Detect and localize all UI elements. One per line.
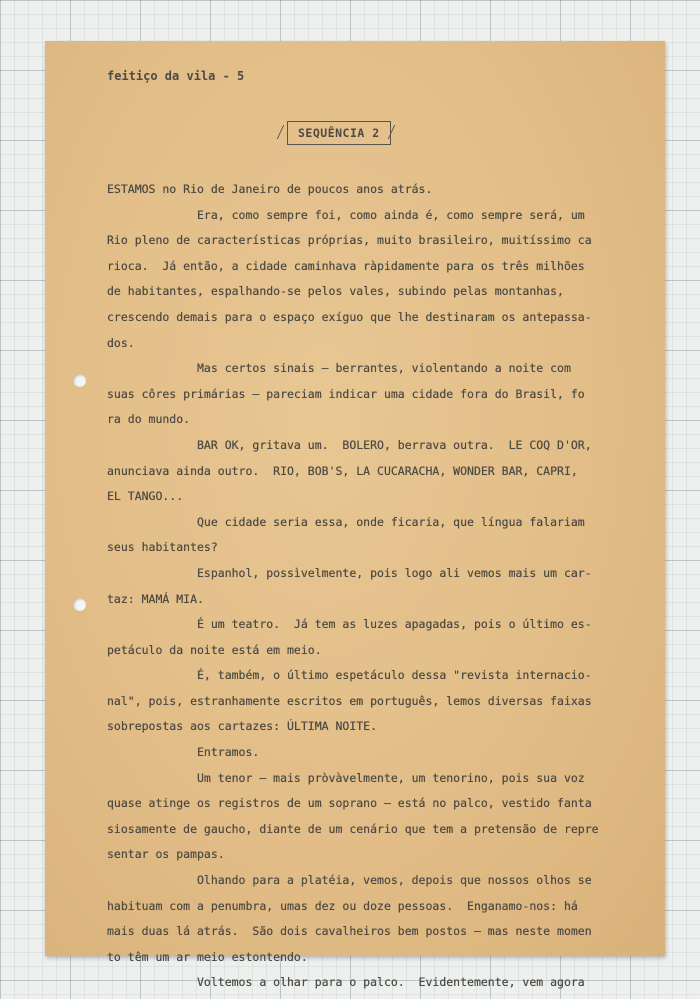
text-line: ESTAMOS no Rio de Janeiro de poucos anos atrás. — [107, 182, 433, 196]
punch-hole — [73, 598, 86, 611]
text-line: nal", pois, estranhamente escritos em português, lemos diversas faixas — [107, 693, 592, 708]
text-line: mais duas lá atrás. São dois cavalheiros bem postos — mas neste momen — [107, 924, 592, 939]
sequence-title: SEQUÊNCIA 2 — [287, 121, 391, 145]
text-line: Entramos. — [107, 745, 260, 760]
text-line: taz: MAMÁ MIA. — [107, 591, 204, 606]
text-line: ra do mundo. — [107, 412, 191, 427]
text-line: BAR OK, gritava um. BOLERO, berrava outra. LE COQ D'OR, — [107, 437, 592, 452]
typewritten-page — [45, 41, 665, 990]
text-line: Mas certos sinais — berrantes, violentando a noite com — [107, 361, 571, 376]
text-line: dos. — [107, 335, 135, 350]
text-line: Um tenor — mais pròvàvelmente, um tenorino, pois sua voz — [107, 770, 585, 785]
text-line: Voltemos a olhar para o palco. Evidentemente, vem agora — [107, 975, 585, 990]
punch-hole — [73, 374, 86, 387]
text-line: É, também, o último espetáculo dessa "revista internacio- — [107, 668, 592, 683]
text-line: de habitantes, espalhando-se pelos vales, subindo pelas montanhas, — [107, 284, 564, 299]
text-line: siosamente de gaucho, diante de um cenário que tem a pretensão de repre — [107, 821, 599, 836]
text-line: Que cidade seria essa, onde ficaria, que língua falariam — [107, 514, 585, 529]
text-line: EL TANGO... — [107, 489, 184, 504]
text-line: sobrepostas aos cartazes: ÚLTIMA NOITE. — [107, 719, 378, 734]
text-line: habituam com a penumbra, umas dez ou doze pessoas. Enganamo-nos: há — [107, 898, 578, 913]
text-line: Era, como sempre foi, como ainda é, como sempre será, um — [107, 207, 585, 222]
text-line: to têm um ar meio estontendo. — [107, 949, 308, 964]
text-line: anunciava ainda outro. RIO, BOB'S, LA CUCARACHA, WONDER BAR, CAPRI, — [107, 463, 578, 478]
text-line: rioca. Já então, a cidade caminhava ràpidamente para os três milhões — [107, 258, 585, 273]
body-text — [107, 177, 667, 996]
text-line: É um teatro. Já tem as luzes apagadas, pois o último es- — [107, 617, 592, 632]
text-line: sentar os pampas. — [107, 847, 225, 862]
text-line: suas côres primárias — pareciam indicar uma cidade fora do Brasil, fo — [107, 386, 585, 401]
text-line: Olhando para a platéia, vemos, depois que nossos olhos se — [107, 873, 592, 888]
text-line: Espanhol, possìvelmente, pois logo ali vemos mais um car- — [107, 565, 592, 580]
text-line: quase atinge os registros de um soprano — está no palco, vestido fanta — [107, 796, 592, 811]
page-header: feitiço da vila - 5 — [107, 69, 245, 83]
text-line: crescendo demais para o espaço exíguo que lhe destinaram os antepassa- — [107, 309, 592, 324]
text-line: petáculo da noite está em meio. — [107, 642, 322, 657]
text-line: Rio pleno de características próprias, muito brasileiro, muitíssimo ca — [107, 233, 592, 248]
text-line: seus habitantes? — [107, 540, 218, 555]
